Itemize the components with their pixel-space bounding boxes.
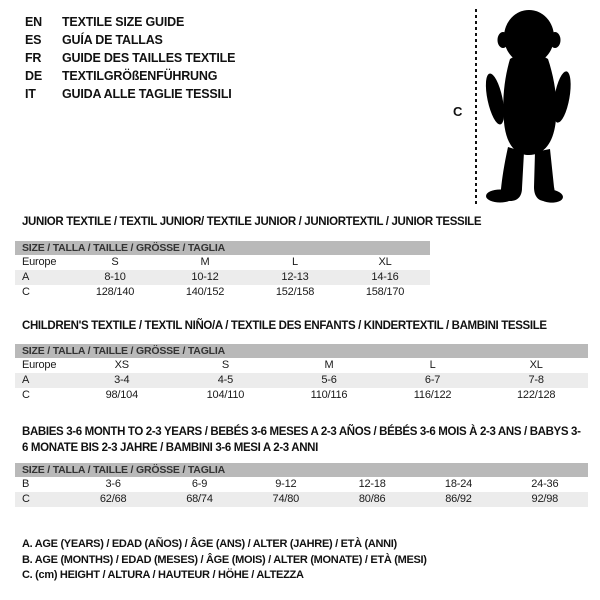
table-row [15, 358, 588, 373]
table-cell: 62/68 [99, 493, 127, 505]
measurement-legend [22, 537, 427, 584]
table-cell: 80/86 [358, 493, 386, 505]
table-cell: 5-6 [321, 374, 337, 386]
size-header-bar: SIZE / TALLA / TAILLE / GRÖSSE / TAGLIA [15, 241, 430, 255]
table-cell: S [111, 256, 119, 268]
table-cell: 110/116 [310, 389, 348, 401]
language-code: DE [25, 69, 42, 83]
language-code: ES [25, 33, 42, 47]
height-marker-label: C [453, 104, 463, 119]
babies-size-table [15, 463, 588, 507]
table-cell: 10-12 [191, 271, 219, 283]
row-label: Europe [22, 256, 57, 268]
table-cell: M [200, 256, 210, 268]
table-cell: 104/110 [206, 389, 245, 401]
language-title: GUIDE DES TAILLES TEXTILE [62, 51, 236, 65]
table-cell: XL [378, 256, 392, 268]
table-cell: XS [114, 359, 129, 371]
table-cell: 6-9 [191, 478, 208, 490]
table-cell: 3-6 [105, 478, 121, 490]
legend-line-b: B. AGE (MONTHS) / EDAD (MESES) / ÂGE (MOIS) / ALTER (MONATE) / ETÀ (MESI) [22, 553, 427, 566]
language-title: GUIDA ALLE TAGLIE TESSILI [62, 87, 232, 101]
table-cell: 158/170 [365, 286, 405, 298]
table-cell: 3-4 [114, 374, 130, 386]
height-dashed-line [475, 9, 477, 206]
table-cell: 12-13 [281, 271, 309, 283]
table-row [15, 255, 430, 270]
language-code: EN [25, 15, 42, 29]
row-label: Europe [22, 359, 57, 371]
table-row [15, 285, 430, 300]
table-cell: 152/158 [275, 286, 315, 298]
babies-table-title: BABIES 3-6 MONTH TO 2-3 YEARS / BEBÉS 3-6 MESES A 2-3 AÑOS / BÉBÉS 3-6 MOIS À 2-3 ANS / BABYS 3-6 MONATE BIS 2-3 JAHRE / BAMBINI 3-6 MESI A 2-3 ANNI [22, 426, 581, 454]
row-label: C [22, 493, 30, 505]
table-row [15, 388, 588, 403]
size-header-bar: SIZE / TALLA / TAILLE / GRÖSSE / TAGLIA [15, 344, 588, 358]
table-row [15, 492, 588, 507]
children-table-title: CHILDREN'S TEXTILE / TEXTIL NIÑO/A / TEXTILE DES ENFANTS / KINDERTEXTIL / BAMBINI TESSILE [22, 320, 547, 332]
row-label: C [22, 389, 30, 401]
size-header-bar: SIZE / TALLA / TAILLE / GRÖSSE / TAGLIA [15, 463, 588, 477]
table-row [15, 477, 588, 492]
legend-line-c: C. (cm) HEIGHT / ALTURA / HAUTEUR / HÖHE / ALTEZZA [22, 569, 304, 581]
table-cell: 74/80 [272, 493, 300, 505]
table-cell: 7-8 [528, 374, 544, 386]
row-label: C [22, 286, 30, 298]
table-cell: 4-5 [217, 374, 234, 386]
table-cell: 6-7 [424, 374, 441, 386]
language-title: TEXTILGRÖßENFÜHRUNG [62, 69, 218, 83]
table-row [15, 373, 588, 388]
language-row-en [25, 13, 235, 31]
language-row-de [25, 67, 235, 85]
language-title: GUÍA DE TALLAS [62, 33, 163, 47]
table-cell: 122/128 [516, 389, 556, 401]
children-size-table [15, 344, 588, 403]
legend-line-a: A. AGE (YEARS) / EDAD (AÑOS) / ÂGE (ANS) / ALTER (JAHRE) / ETÀ (ANNI) [22, 538, 397, 550]
table-cell: 18-24 [444, 478, 473, 490]
table-cell: 116/122 [413, 389, 452, 401]
language-row-es [25, 31, 235, 49]
table-cell: 128/140 [95, 286, 135, 298]
table-cell: 12-18 [358, 478, 386, 490]
language-code: IT [25, 87, 36, 101]
table-cell: 9-12 [275, 478, 297, 490]
table-cell: L [429, 359, 436, 371]
row-label: A [22, 271, 30, 283]
language-title: TEXTILE SIZE GUIDE [62, 15, 185, 29]
baby-silhouette-icon [482, 7, 577, 203]
table-cell: 68/74 [186, 493, 213, 505]
table-cell: 14-16 [371, 271, 399, 283]
junior-size-table [15, 241, 430, 300]
table-cell: 140/152 [185, 286, 225, 298]
table-row [15, 270, 430, 285]
language-title-list [25, 13, 235, 103]
table-cell: L [292, 256, 298, 268]
table-cell: S [221, 359, 229, 371]
language-row-it [25, 85, 235, 103]
table-cell: 86/92 [445, 493, 472, 505]
row-label: A [22, 374, 30, 386]
row-label: B [22, 478, 30, 490]
table-cell: XL [529, 359, 543, 371]
language-code: FR [25, 51, 42, 65]
table-cell: M [324, 359, 334, 371]
table-cell: 98/104 [105, 389, 139, 401]
language-row-fr [25, 49, 235, 67]
table-cell: 92/98 [531, 493, 559, 505]
table-cell: 24-36 [531, 478, 559, 490]
junior-table-title: JUNIOR TEXTILE / TEXTIL JUNIOR/ TEXTILE JUNIOR / JUNIORTEXTIL / JUNIOR TESSILE [22, 216, 482, 228]
table-cell: 8-10 [104, 271, 126, 283]
